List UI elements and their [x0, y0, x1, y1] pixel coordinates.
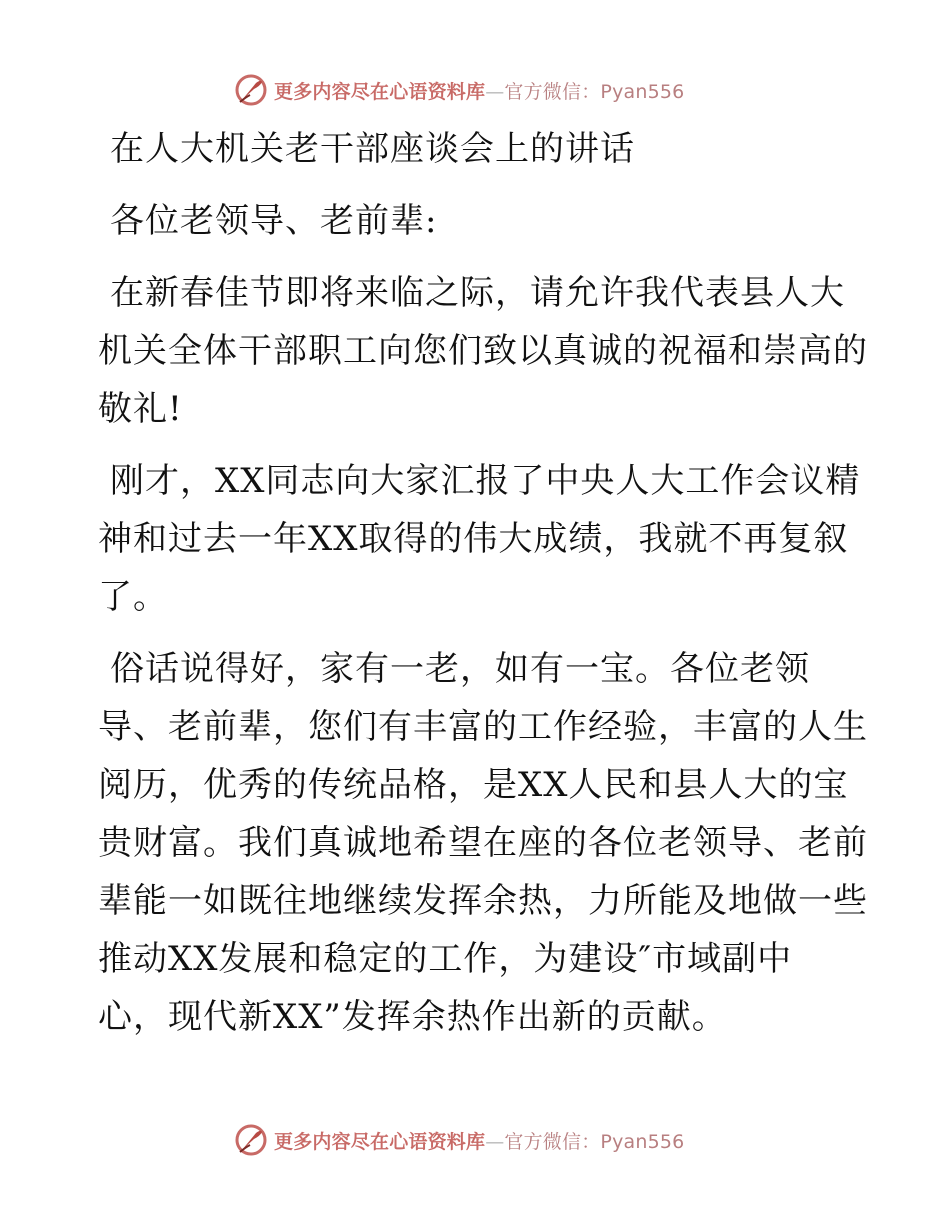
wechat-contact: 官方微信：Pyan556	[504, 80, 685, 103]
paragraph-line: 敬礼!	[98, 389, 183, 429]
paragraph-1	[98, 264, 868, 438]
paragraph-line: 刚才，XX同志向大家汇报了中央人大工作会议精	[110, 461, 861, 501]
header-banner	[234, 70, 714, 110]
paragraph-line: 机关全体干部职工向您们致以真诚的祝福和崇高的	[98, 331, 868, 371]
spacer	[98, 178, 858, 192]
paragraph-line: 辈能一如既往地继续发挥余热，力所能及地做一些	[98, 881, 868, 921]
banner-dash: —	[485, 80, 505, 103]
document-body	[98, 120, 868, 1046]
paragraph-line: 神和过去一年XX取得的伟大成绩，我就不再复叙	[98, 519, 849, 559]
library-name: 更多内容尽在心语资料库	[274, 80, 486, 103]
banner-dash: —	[485, 1130, 505, 1153]
spacer	[98, 250, 858, 264]
paragraph-line: 贵财富。我们真诚地希望在座的各位老领导、老前	[98, 823, 868, 863]
spacer	[98, 626, 858, 640]
paragraph-line: 导、老前辈，您们有丰富的工作经验，丰富的人生	[98, 707, 868, 747]
wechat-contact: 官方微信：Pyan556	[504, 1130, 685, 1153]
paragraph-line: 俗话说得好，家有一老，如有一宝。各位老领	[110, 649, 810, 689]
quill-pen-circle-icon	[234, 1123, 268, 1157]
footer-banner	[234, 1120, 714, 1160]
document-title: 在人大机关老干部座谈会上的讲话	[110, 129, 635, 169]
quill-pen-circle-icon	[234, 73, 268, 107]
paragraph-line: 在新春佳节即将来临之际，请允许我代表县人大	[110, 273, 845, 313]
paragraph-line: 心，现代新XX”发挥余热作出新的贡献。	[98, 997, 727, 1037]
paragraph-line: 了。	[98, 577, 168, 617]
banner-text	[274, 77, 684, 104]
banner-text	[274, 1127, 684, 1154]
library-name: 更多内容尽在心语资料库	[274, 1130, 486, 1153]
paragraph-line: 阅历，优秀的传统品格，是XX人民和县人大的宝	[98, 765, 849, 805]
paragraph-line: 推动XX发展和稳定的工作，为建设″市域副中	[98, 939, 793, 979]
salutation: 各位老领导、老前辈:	[110, 201, 438, 241]
paragraph-3	[98, 640, 868, 1046]
spacer	[98, 438, 858, 452]
paragraph-2	[98, 452, 861, 626]
